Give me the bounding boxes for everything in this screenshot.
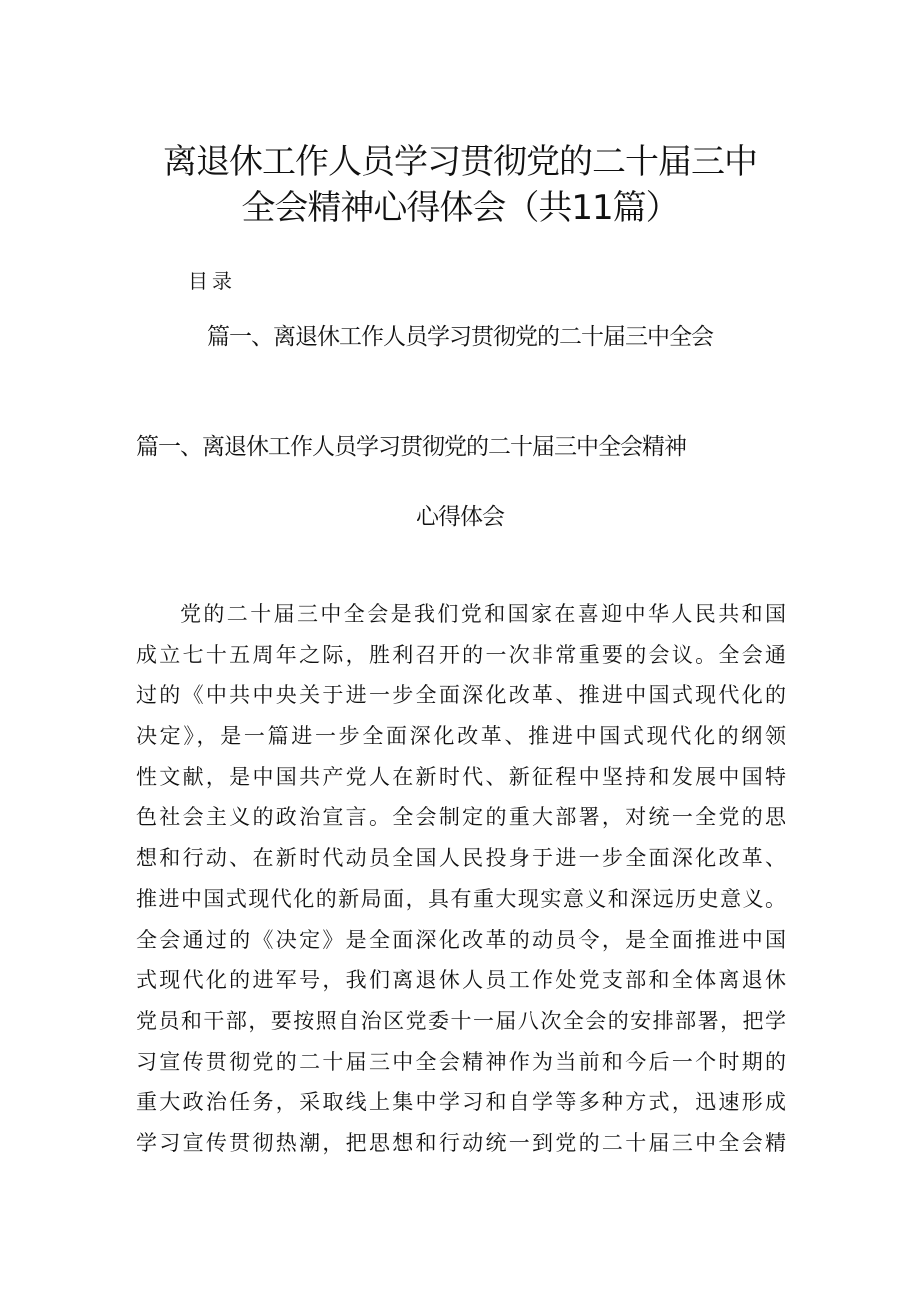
body-line: 党员和干部，要按照自治区党委十一届八次全会的安排部署，把学 [136,1008,786,1033]
body-line: 式现代化的进军号，我们离退休人员工作处党支部和全体离退休 [136,968,786,993]
section-title-line2: 心得体会 [416,504,504,530]
section-title-line1: 篇一、离退休工作人员学习贯彻党的二十届三中全会精神 [136,434,686,460]
document-title-line1: 离退休工作人员学习贯彻党的二十届三中 [163,142,757,182]
body-line: 成立七十五周年之际，胜利召开的一次非常重要的会议。全会通 [136,642,786,667]
body-line: 推进中国式现代化的新局面，具有重大现实意义和深远历史意义。 [136,886,786,911]
toc-item[interactable]: 篇一、离退休工作人员学习贯彻党的二十届三中全会 [207,324,713,350]
body-line: 全会通过的《决定》是全面深化改革的动员令，是全面推进中国 [136,927,786,952]
document-title-line2: 全会精神心得体会（共11篇） [241,188,679,228]
toc-label: 目录 [188,269,236,293]
body-line: 过的《中共中央关于进一步全面深化改革、推进中国式现代化的 [136,683,786,708]
body-line: 想和行动、在新时代动员全国人民投身于进一步全面深化改革、 [136,846,786,871]
body-line: 习宣传贯彻党的二十届三中全会精神作为当前和今后一个时期的 [136,1049,786,1074]
body-line: 党的二十届三中全会是我们党和国家在喜迎中华人民共和国 [180,602,786,626]
body-line: 决定》，是一篇进一步全面深化改革、推进中国式现代化的纲领 [136,724,786,749]
body-line: 性文献，是中国共产党人在新时代、新征程中坚持和发展中国特 [136,764,786,789]
body-line: 学习宣传贯彻热潮，把思想和行动统一到党的二十届三中全会精 [136,1130,786,1155]
body-text [136,594,786,1164]
body-line: 重大政治任务，采取线上集中学习和自学等多种方式，迅速形成 [136,1090,786,1115]
body-line: 色社会主义的政治宣言。全会制定的重大部署，对统一全党的思 [136,805,786,830]
